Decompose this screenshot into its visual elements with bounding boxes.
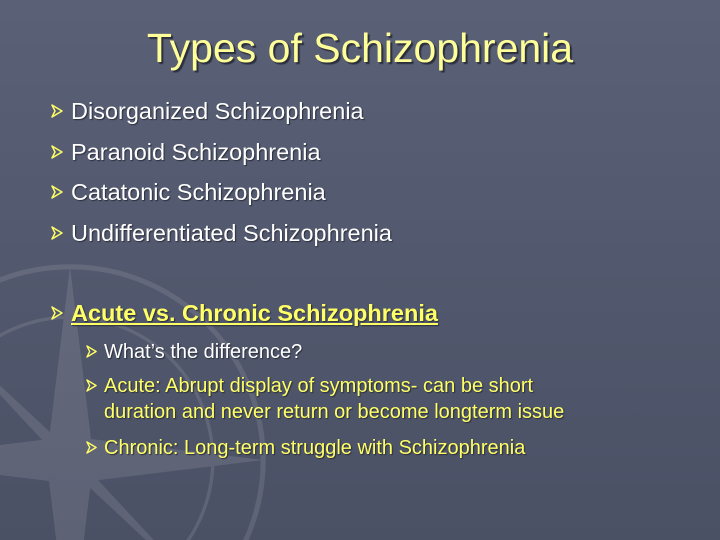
sub-bullet-item	[104, 339, 302, 365]
bullet-text: Disorganized Schizophrenia	[71, 98, 364, 124]
bullet-item	[71, 218, 392, 248]
slide-title: Types of Schizophrenia	[146, 25, 574, 71]
bullet-item	[71, 96, 364, 126]
bullet-item	[71, 177, 326, 207]
bullet-text: Paranoid Schizophrenia	[71, 139, 321, 165]
arrow-bullet-icon	[51, 145, 63, 159]
accent-bullet-item	[71, 298, 438, 328]
sub-bullet-text-line1: Acute: Abrupt display of symptoms- can be short	[104, 375, 534, 397]
arrow-bullet-icon	[51, 185, 63, 199]
sub-bullet-item	[104, 373, 564, 425]
sub-bullet-text-line2: duration and never return or become longterm issue	[104, 401, 565, 423]
arrow-bullet-icon	[86, 345, 97, 358]
bullet-text: Undifferentiated Schizophrenia	[71, 220, 392, 246]
sub-bullet-text: What’s the difference?	[104, 341, 303, 363]
accent-bullet-text: Acute vs. Chronic Schizophrenia	[71, 300, 438, 326]
bullet-item	[71, 137, 321, 167]
arrow-bullet-icon	[86, 379, 97, 392]
arrow-bullet-icon	[86, 441, 97, 454]
arrow-bullet-icon	[51, 104, 63, 118]
arrow-bullet-icon	[51, 226, 63, 240]
sub-bullet-text: Chronic: Long-term struggle with Schizophrenia	[104, 437, 526, 459]
arrow-bullet-icon	[51, 306, 63, 320]
bullet-text: Catatonic Schizophrenia	[71, 179, 326, 205]
sub-bullet-item	[104, 435, 525, 461]
